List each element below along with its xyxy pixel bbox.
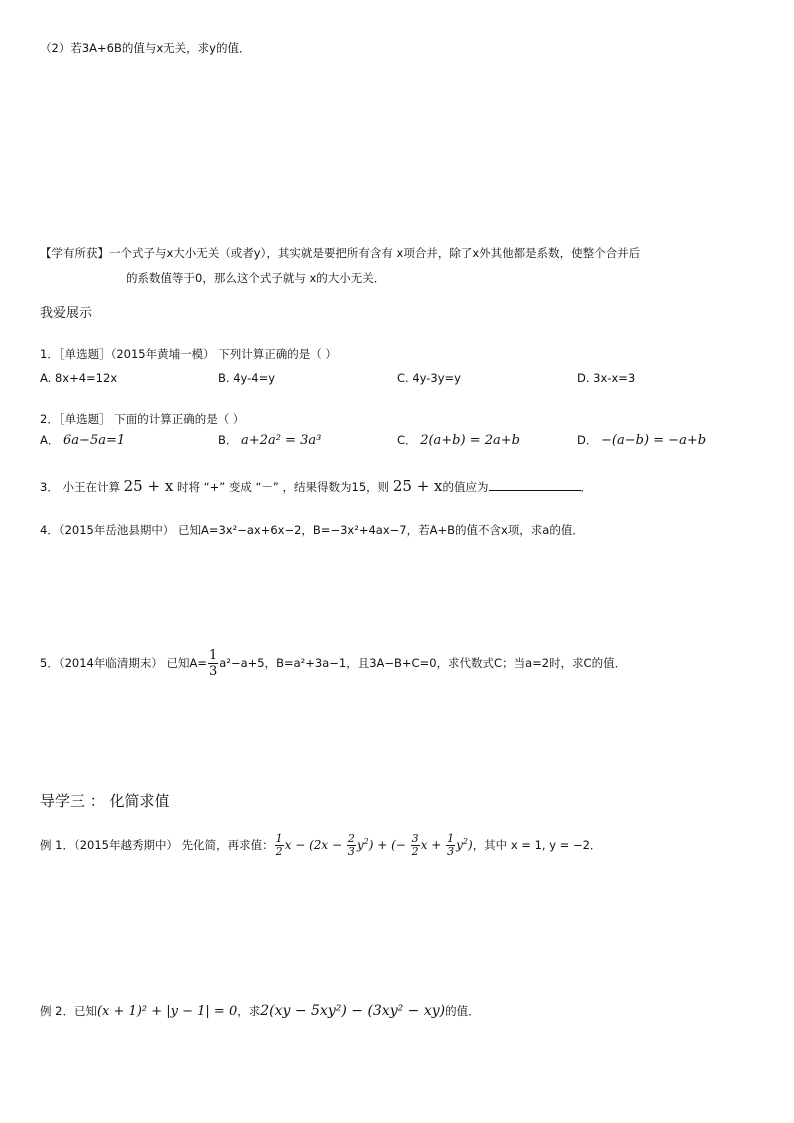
- example-1: [40, 833, 601, 858]
- summary-line-2: 的系数值等于0，那么这个式子就与 x的大小无关．: [126, 271, 386, 285]
- example-2-expression: 2(xy − 5xy²) − (3xy² − xy): [260, 1003, 446, 1019]
- option-expression: 6a−5a=1: [63, 433, 126, 448]
- problem-1-option-d[interactable]: D. 3x-x=3: [577, 371, 636, 385]
- problem-4: 4．（2015年岳池县期中） 已知A=3x²−ax+6x−2，B=−3x²+4ax−7，若A+B的值不含x项，求a的值．: [40, 523, 584, 537]
- problem-1-option-b[interactable]: B. 4y-4=y: [218, 371, 276, 385]
- option-label: C．: [397, 433, 417, 447]
- problem-5-post: a²−a+5，B=a²+3a−1，且3A−B+C=0，求代数式C；当a=2时，求C的值．: [219, 656, 627, 670]
- problem-2-option-c[interactable]: [397, 432, 520, 448]
- problem-3-number: 3．: [40, 480, 59, 494]
- fraction-one-third: $\frac{1}{3}$: [209, 648, 218, 679]
- example-1-expression: $\frac{1}{2}$ x − (2x − $\frac{2}{3}$ $y^2$) + (− $\frac{3}{2}$ x + $\frac{1}{3}$ $y^2$): [275, 832, 473, 858]
- problem-3-expression-repeat: 25 + x: [392, 477, 443, 495]
- example-2: [40, 1003, 480, 1019]
- section-3-heading: 导学三 ： 化简求值: [40, 792, 170, 810]
- problem-1-stem: 1．［单选题］（2015年黄埔一模） 下列计算正确的是（ ）: [40, 347, 337, 361]
- option-expression: −(a−b) = −a+b: [601, 433, 707, 448]
- option-label: A．: [40, 433, 60, 447]
- option-expression: a+2a² = 3a³: [241, 433, 322, 448]
- example-2-pre: 例 2．已知: [40, 1004, 97, 1018]
- option-label: D．: [577, 433, 598, 447]
- problem-2-option-b[interactable]: [218, 432, 321, 448]
- problem-1-option-a[interactable]: A. 8x+4=12x: [40, 371, 118, 385]
- problem-3-text-1: 小王在计算: [62, 480, 120, 494]
- problem-2-option-a[interactable]: [40, 432, 125, 448]
- problem-5: [40, 648, 626, 679]
- problem-3-text-3: 的值应为: [442, 480, 489, 494]
- example-2-mid: ，求: [237, 1004, 261, 1018]
- example-1-condition: ，其中 x = 1, y = −2．: [472, 838, 602, 852]
- summary-box: [40, 245, 640, 261]
- summary-line-1: 一个式子与x大小无关（或者y），其实就是要把所有含有 x项合并，除了x外其他都是系数，使整个合并后: [109, 246, 641, 260]
- problem-3-text-2: 时将 “+” 变成 “－” ，结果得数为15，则: [176, 480, 390, 494]
- problem-2-option-d[interactable]: [577, 432, 706, 448]
- problem-3-end: ．: [580, 480, 592, 494]
- problem-3-expression: 25 + x: [123, 477, 174, 495]
- summary-tag: 【学有所获】: [40, 246, 109, 260]
- problem-3: [40, 477, 592, 495]
- option-label: B．: [218, 433, 238, 447]
- question-2-text: （2）若3A+6B的值与x无关，求y的值．: [40, 41, 251, 55]
- problem-2-stem: 2．［单选题］ 下面的计算正确的是（ ）: [40, 412, 245, 426]
- answer-blank[interactable]: [489, 480, 581, 491]
- example-2-post: 的值．: [445, 1004, 480, 1018]
- option-expression: 2(a+b) = 2a+b: [420, 433, 520, 448]
- example-2-condition: (x + 1)² + |y − 1| = 0: [96, 1004, 238, 1019]
- example-1-pre: 例 1．（2015年越秀期中） 先化简，再求值：: [40, 838, 274, 852]
- problem-1-option-c[interactable]: C. 4y-3y=y: [397, 371, 461, 385]
- show-heading: 我爱展示: [40, 306, 93, 321]
- problem-5-pre: 5．（2014年临清期末） 已知A=: [40, 656, 207, 670]
